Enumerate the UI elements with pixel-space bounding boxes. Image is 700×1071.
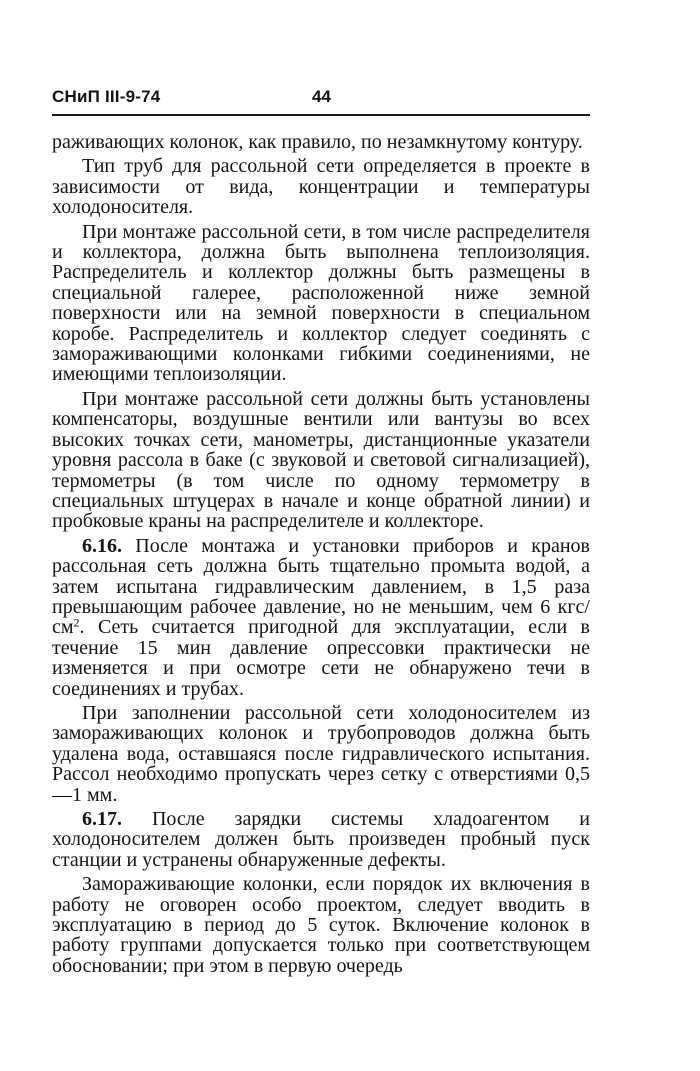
paragraph	[52, 132, 590, 152]
paragraph-text: После монтажа и установки приборов и кранов рассольная сеть должна быть тщательно промыта водой, а затем испытана гидравлическим давлением, в 1,5 раза превышающим рабочее давление, но не меньшим, чем 6 кгс/см	[52, 534, 590, 639]
paragraph	[52, 874, 590, 976]
document-code: СНиП III-9-74	[52, 87, 161, 106]
paragraph-text: Тип труб для рассольной сети определяется в проекте в зависимости от вида, концентрации и температуры холодоносителя.	[52, 155, 590, 219]
clause-number: 6.16.	[82, 534, 122, 557]
clause-number: 6.17.	[82, 808, 122, 830]
paragraph-text: При монтаже рассольной сети должны быть установлены компенсаторы, воздушные вентили или вантузы во всех высоких точках сети, манометры, дистанционные указатели уровня рассола в баке (с звуковой и световой сигнализацией), термометры (в том числе по одному термометру в специальных штуцерах в начале и конце обратной линии) и пробковые краны на распределителе и коллекторе.	[52, 387, 590, 533]
paragraph-text: При заполнении рассольной сети холодоносителем из замораживающих колонок и трубопроводов должна быть удалена вода, оставшаяся после гидравлического испытания. Рассол необходимо пропускать через сетку с отверстиями 0,5—1 мм.	[52, 701, 590, 806]
clause-6-17	[52, 809, 590, 870]
paragraph-text-continued: . Сеть считается пригодной для эксплуатации, если в течение 15 мин давление опрессовки практически не изменяется и при осмотре сети не обнаружено течи в соединениях и трубах.	[52, 616, 590, 700]
clause-6-16	[52, 536, 590, 699]
paragraph	[52, 703, 590, 805]
paragraph-text: раживающих колонок, как правило, по незамкнутому контуру.	[52, 131, 583, 153]
paragraph	[52, 156, 590, 217]
superscript: 2	[73, 615, 80, 630]
paragraph-text: При монтаже рассольной сети, в том числе распределителя и коллектора, должна быть выполнена теплоизоляция. Распределитель и коллектор должны быть размещены в специальной галерее, расположенной ниже земной поверхности или на земной поверхности в специальном коробе. Распределитель и коллектор следует соединять с замораживающими колонками гибкими соединениями, не имеющими теплоизоляции.	[52, 220, 590, 386]
paragraph	[52, 222, 590, 385]
paragraph-text: Замораживающие колонки, если порядок их включения в работу не оговорен особо проектом, следует вводить в эксплуатацию в период до 5 суток. Включение колонок в работу группами допускается только при соответствующем обосновании; при этом в первую очередь	[52, 873, 590, 977]
paragraph	[52, 389, 590, 532]
page-number: 44	[312, 87, 331, 106]
body-text	[52, 132, 590, 980]
page-header	[52, 84, 590, 110]
paragraph-text: После зарядки системы хладоагентом и холодоносителем должен быть произведен пробный пуск станции и устранены обнаруженные дефекты.	[52, 808, 590, 871]
header-rule	[52, 114, 590, 116]
